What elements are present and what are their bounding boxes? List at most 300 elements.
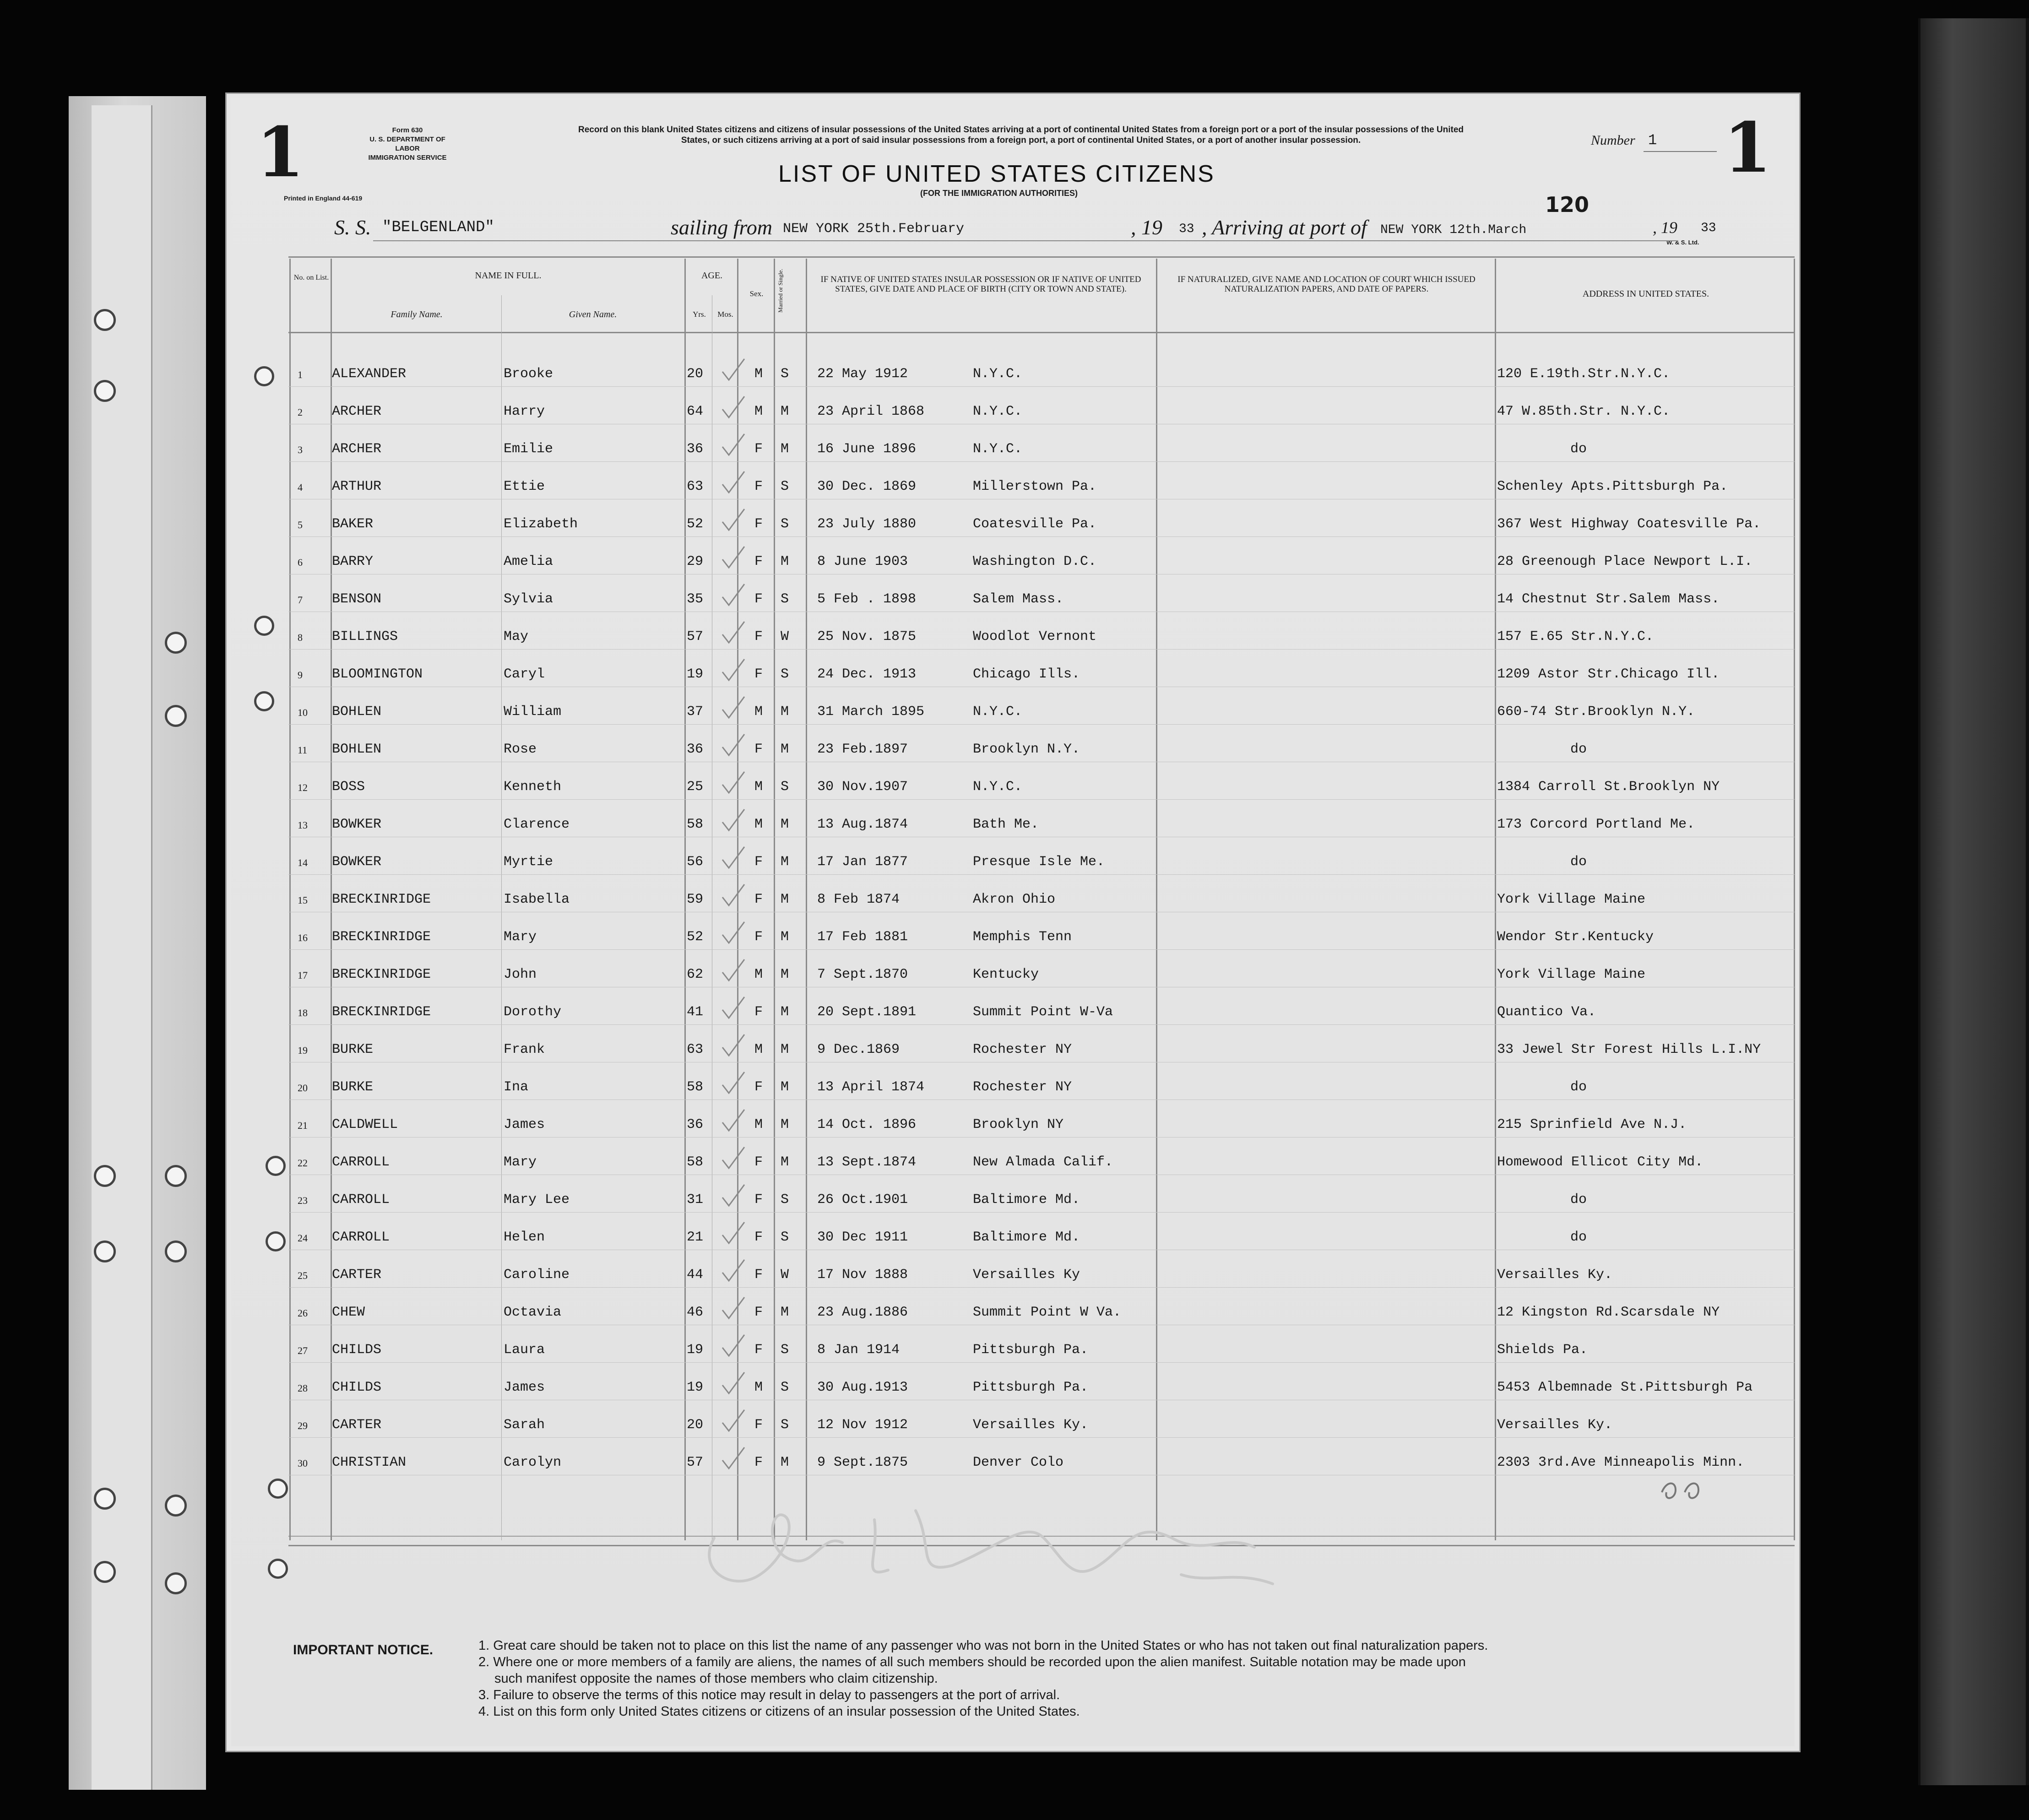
row-number: 4 — [298, 482, 303, 493]
family-name: CHRISTIAN — [332, 1455, 407, 1470]
row-number: 14 — [298, 857, 308, 868]
punch-hole — [94, 1561, 116, 1583]
birth-place: Bath Me. — [973, 817, 1039, 832]
age-years: 57 — [687, 1455, 704, 1470]
sex: F — [754, 1230, 763, 1245]
sex: F — [754, 742, 763, 757]
us-address: do — [1570, 854, 1587, 870]
age-years: 44 — [687, 1267, 704, 1283]
col-header-mos: Mos. — [717, 310, 733, 319]
birth-date: 5 Feb . 1898 — [817, 591, 917, 607]
birth-place: Brooklyn NY — [973, 1117, 1064, 1132]
birth-place: Millerstown Pa. — [973, 479, 1097, 494]
marital-status: S — [781, 1342, 789, 1358]
punch-hole — [94, 380, 116, 402]
birth-place: Presque Isle Me. — [973, 854, 1105, 870]
sex: M — [754, 404, 763, 419]
family-name: BOWKER — [332, 817, 382, 832]
row-number: 30 — [298, 1457, 308, 1469]
marital-status: M — [781, 742, 789, 757]
sex: M — [754, 1117, 763, 1132]
sex: M — [754, 817, 763, 832]
row-number: 8 — [298, 632, 303, 643]
sex: M — [754, 366, 763, 382]
birth-place: N.Y.C. — [973, 366, 1023, 382]
us-address: do — [1570, 1230, 1587, 1245]
notice-item-3: 3. Failure to observe the terms of this notice may result in delay to passengers at the port of arrival. — [478, 1688, 1060, 1702]
sailing-label: sailing from — [671, 216, 772, 239]
birth-date: 8 Jan 1914 — [817, 1342, 900, 1358]
family-name: CHEW — [332, 1305, 365, 1320]
given-name: James — [504, 1117, 545, 1132]
col-header-family: Family Name. — [391, 309, 443, 320]
family-name: BENSON — [332, 591, 382, 607]
arriving-label: , Arriving at port of — [1202, 216, 1367, 239]
marital-status: M — [781, 1305, 789, 1320]
us-address: Homewood Ellicot City Md. — [1497, 1154, 1703, 1170]
check-mark-icon — [719, 1108, 746, 1135]
page-subtitle: (FOR THE IMMIGRATION AUTHORITIES) — [920, 189, 1078, 198]
birth-date: 9 Sept.1875 — [817, 1455, 908, 1470]
age-years: 63 — [687, 1042, 704, 1057]
birth-place: Rochester NY — [973, 1079, 1072, 1095]
check-mark-icon — [719, 1370, 746, 1398]
birth-date: 8 Feb 1874 — [817, 892, 900, 907]
row-number: 10 — [298, 707, 308, 718]
punch-hole — [94, 1165, 116, 1187]
row-number: 18 — [298, 1007, 308, 1018]
family-name: BURKE — [332, 1042, 374, 1057]
sex: F — [754, 1267, 763, 1283]
punch-hole — [254, 616, 274, 636]
given-name: John — [504, 967, 537, 982]
age-years: 19 — [687, 1380, 704, 1395]
family-name: BRECKINRIDGE — [332, 892, 431, 907]
row-number: 9 — [298, 669, 303, 681]
given-name: Brooke — [504, 366, 553, 382]
col-header-birth: IF NATIVE OF UNITED STATES INSULAR POSSESSION OR IF NATIVE OF UNITED STATES, GIVE DATE AND PLACE OF BIRTH (CITY OR TOWN AND STATE). — [820, 275, 1141, 294]
row-rule — [288, 1024, 1795, 1025]
col-line — [684, 259, 686, 1540]
family-name: BRECKINRIDGE — [332, 929, 431, 945]
birth-date: 30 Nov.1907 — [817, 779, 908, 795]
punch-hole — [94, 1488, 116, 1510]
col-line — [774, 259, 775, 1540]
punch-hole — [94, 309, 116, 331]
punch-hole — [94, 1240, 116, 1262]
given-name: Amelia — [504, 554, 553, 569]
given-name: Myrtie — [504, 854, 553, 870]
marital-status: S — [781, 1192, 789, 1208]
birth-place: Kentucky — [973, 967, 1039, 982]
row-rule — [288, 1437, 1795, 1438]
birth-date: 16 June 1896 — [817, 441, 917, 457]
notice-label: IMPORTANT NOTICE. — [293, 1642, 434, 1658]
us-address: 660-74 Str.Brooklyn N.Y. — [1497, 704, 1695, 720]
given-name: Mary — [504, 1154, 537, 1170]
row-number: 28 — [298, 1382, 308, 1394]
check-mark-icon — [719, 920, 746, 948]
check-mark-icon — [719, 883, 746, 910]
sex: F — [754, 854, 763, 870]
given-name: Dorothy — [504, 1004, 562, 1020]
punch-hole — [165, 1240, 187, 1262]
marital-status: M — [781, 817, 789, 832]
adjacent-page — [1920, 18, 2026, 1785]
sex: F — [754, 1154, 763, 1170]
row-number: 16 — [298, 932, 308, 943]
table-top-border — [288, 256, 1795, 258]
us-address: Wendor Str.Kentucky — [1497, 929, 1654, 945]
family-name: CALDWELL — [332, 1117, 398, 1132]
us-address: 5453 Albemnade St.Pittsburgh Pa — [1497, 1380, 1753, 1395]
col-line — [806, 259, 807, 1540]
check-mark-icon — [719, 357, 746, 385]
row-number: 11 — [298, 744, 308, 756]
sex: F — [754, 479, 763, 494]
check-mark-icon — [719, 507, 746, 535]
year-1: 33 — [1179, 222, 1194, 236]
sex: F — [754, 1305, 763, 1320]
age-years: 52 — [687, 516, 704, 532]
notice-item-2-cont: such manifest opposite the names of those members who claim citizenship. — [494, 1671, 938, 1686]
row-rule — [288, 874, 1795, 875]
marital-status: S — [781, 1230, 789, 1245]
given-name: James — [504, 1380, 545, 1395]
punch-hole — [165, 1165, 187, 1187]
family-name: BRECKINRIDGE — [332, 967, 431, 982]
birth-place: N.Y.C. — [973, 441, 1023, 457]
row-number: 6 — [298, 557, 303, 568]
printer-mark: W. & S. Ltd. — [1666, 239, 1699, 246]
punch-hole — [266, 1231, 286, 1251]
age-years: 56 — [687, 854, 704, 870]
marital-status: S — [781, 591, 789, 607]
age-years: 58 — [687, 817, 704, 832]
family-name: BOSS — [332, 779, 365, 795]
us-address: Shields Pa. — [1497, 1342, 1588, 1358]
ship-prefix: S. S. — [334, 216, 371, 239]
family-name: ARCHER — [332, 404, 382, 419]
birth-place: Woodlot Vernont — [973, 629, 1097, 645]
sex: F — [754, 554, 763, 569]
check-mark-icon — [719, 582, 746, 610]
us-address: 33 Jewel Str Forest Hills L.I.NY — [1497, 1042, 1761, 1057]
sex: F — [754, 1417, 763, 1433]
check-mark-icon — [719, 620, 746, 647]
age-years: 58 — [687, 1079, 704, 1095]
marital-status: M — [781, 1117, 789, 1132]
check-mark-icon — [719, 1295, 746, 1323]
birth-place: Akron Ohio — [973, 892, 1056, 907]
age-years: 58 — [687, 1154, 704, 1170]
family-name: CHILDS — [332, 1380, 382, 1395]
check-mark-icon — [719, 470, 746, 497]
row-number: 25 — [298, 1270, 308, 1281]
birth-date: 22 May 1912 — [817, 366, 908, 382]
row-rule — [288, 1362, 1795, 1363]
sex: F — [754, 516, 763, 532]
given-name: Laura — [504, 1342, 545, 1358]
row-number: 20 — [298, 1082, 308, 1094]
handwritten-mark — [1657, 1479, 1712, 1506]
us-address: 157 E.65 Str.N.Y.C. — [1497, 629, 1654, 645]
punch-hole — [165, 1572, 187, 1594]
given-name: May — [504, 629, 529, 645]
given-name: Elizabeth — [504, 516, 578, 532]
family-name: BILLINGS — [332, 629, 398, 645]
birth-date: 23 April 1868 — [817, 404, 925, 419]
birth-date: 30 Aug.1913 — [817, 1380, 908, 1395]
us-address: 2303 3rd.Ave Minneapolis Minn. — [1497, 1455, 1745, 1470]
check-mark-icon — [719, 395, 746, 422]
birth-place: Coatesville Pa. — [973, 516, 1097, 532]
family-name: BARRY — [332, 554, 374, 569]
row-number: 22 — [298, 1157, 308, 1169]
row-number: 12 — [298, 782, 308, 793]
table-header-border — [288, 332, 1795, 333]
family-name: BURKE — [332, 1079, 374, 1095]
marital-status: S — [781, 779, 789, 795]
sex: F — [754, 929, 763, 945]
us-address: 28 Greenough Place Newport L.I. — [1497, 554, 1753, 569]
row-number: 15 — [298, 894, 308, 906]
marital-status: W — [781, 1267, 789, 1283]
check-mark-icon — [719, 845, 746, 872]
us-address: 12 Kingston Rd.Scarsdale NY — [1497, 1305, 1720, 1320]
given-name: William — [504, 704, 562, 720]
row-number: 19 — [298, 1045, 308, 1056]
given-name: Sylvia — [504, 591, 553, 607]
birth-date: 23 July 1880 — [817, 516, 917, 532]
row-number: 23 — [298, 1195, 308, 1206]
col-header-yrs: Yrs. — [693, 310, 706, 319]
family-name: BAKER — [332, 516, 374, 532]
us-address: 47 W.85th.Str. N.Y.C. — [1497, 404, 1671, 419]
given-name: Kenneth — [504, 779, 562, 795]
birth-date: 23 Feb.1897 — [817, 742, 908, 757]
col-header-name: NAME IN FULL. — [475, 271, 542, 281]
year-2: 33 — [1701, 221, 1716, 235]
family-name: CARTER — [332, 1417, 382, 1433]
us-address: 1209 Astor Str.Chicago Ill. — [1497, 666, 1720, 682]
row-rule — [288, 1287, 1795, 1288]
age-years: 46 — [687, 1305, 704, 1320]
birth-date: 8 June 1903 — [817, 554, 908, 569]
check-mark-icon — [719, 432, 746, 460]
age-years: 19 — [687, 666, 704, 682]
birth-date: 17 Jan 1877 — [817, 854, 908, 870]
row-rule — [288, 949, 1795, 950]
check-mark-icon — [719, 695, 746, 722]
row-rule — [288, 1212, 1795, 1213]
birth-date: 25 Nov. 1875 — [817, 629, 917, 645]
family-name: CHILDS — [332, 1342, 382, 1358]
row-number: 27 — [298, 1345, 308, 1356]
family-name: CARROLL — [332, 1230, 390, 1245]
sex: F — [754, 1455, 763, 1470]
birth-date: 13 Sept.1874 — [817, 1154, 917, 1170]
notice-item-1: 1. Great care should be taken not to place on this list the name of any passenger who was not born in the United States or who has not taken out final naturalization papers. — [478, 1638, 1488, 1653]
col-line — [501, 295, 502, 1540]
number-underline — [1644, 151, 1717, 152]
row-number: 24 — [298, 1232, 308, 1244]
birth-place: Denver Colo — [973, 1455, 1064, 1470]
number-value: 1 — [1648, 132, 1657, 149]
row-number: 26 — [298, 1307, 308, 1319]
birth-date: 17 Feb 1881 — [817, 929, 908, 945]
birth-date: 20 Sept.1891 — [817, 1004, 917, 1020]
us-address: Versailles Ky. — [1497, 1417, 1613, 1433]
birth-place: Memphis Tenn — [973, 929, 1072, 945]
punch-hole — [254, 691, 274, 711]
page-mark-right: 1 — [1724, 108, 1772, 188]
header-underline — [373, 240, 1678, 241]
age-years: 21 — [687, 1230, 704, 1245]
age-years: 20 — [687, 366, 704, 382]
sex: M — [754, 967, 763, 982]
row-rule — [288, 724, 1795, 725]
sailing-value: NEW YORK 25th.February — [783, 221, 965, 237]
check-mark-icon — [719, 995, 746, 1023]
sex: F — [754, 1079, 763, 1095]
birth-place: Washington D.C. — [973, 554, 1097, 569]
year-prefix-2: , 19 — [1653, 218, 1677, 237]
given-name: Sarah — [504, 1417, 545, 1433]
given-name: Frank — [504, 1042, 545, 1057]
punch-hole — [268, 1559, 288, 1579]
us-address: do — [1570, 1079, 1587, 1095]
sex: M — [754, 1380, 763, 1395]
marital-status: M — [781, 404, 789, 419]
birth-place: Versailles Ky — [973, 1267, 1080, 1283]
col-line — [1495, 259, 1496, 1540]
marital-status: S — [781, 1380, 789, 1395]
age-years: 36 — [687, 742, 704, 757]
col-line — [1794, 259, 1795, 1540]
family-name: CARTER — [332, 1267, 382, 1283]
page-mark-left: 1 — [256, 112, 304, 193]
sex: F — [754, 1192, 763, 1208]
given-name: Caryl — [504, 666, 545, 682]
signature — [678, 1465, 1346, 1602]
birth-date: 7 Sept.1870 — [817, 967, 908, 982]
given-name: Isabella — [504, 892, 570, 907]
family-name: ALEXANDER — [332, 366, 407, 382]
punch-hole — [266, 1156, 286, 1176]
birth-place: Pittsburgh Pa. — [973, 1380, 1089, 1395]
birth-date: 13 Aug.1874 — [817, 817, 908, 832]
age-years: 57 — [687, 629, 704, 645]
us-address: Quantico Va. — [1497, 1004, 1596, 1020]
sex: M — [754, 704, 763, 720]
col-header-given: Given Name. — [569, 309, 617, 320]
row-number: 29 — [298, 1420, 308, 1431]
col-header-naturalized: IF NATURALIZED, GIVE NAME AND LOCATION OF COURT WHICH ISSUED NATURALIZATION PAPERS, AND DATE OF PAPERS. — [1177, 275, 1476, 294]
row-rule — [288, 799, 1795, 800]
family-name: BOHLEN — [332, 742, 382, 757]
family-name: BRECKINRIDGE — [332, 1004, 431, 1020]
us-address: York Village Maine — [1497, 892, 1646, 907]
birth-place: New Almada Calif. — [973, 1154, 1113, 1170]
binder-tab — [92, 105, 152, 1790]
given-name: Carolyn — [504, 1455, 562, 1470]
marital-status: S — [781, 479, 789, 494]
check-mark-icon — [719, 1145, 746, 1173]
us-address: do — [1570, 1192, 1587, 1208]
birth-place: Chicago Ills. — [973, 666, 1080, 682]
birth-place: Salem Mass. — [973, 591, 1064, 607]
given-name: Mary Lee — [504, 1192, 570, 1208]
col-header-sex: Sex. — [749, 289, 764, 298]
birth-place: Summit Point W Va. — [973, 1305, 1122, 1320]
us-address: Versailles Ky. — [1497, 1267, 1613, 1283]
marital-status: M — [781, 1455, 789, 1470]
us-address: 173 Corcord Portland Me. — [1497, 817, 1695, 832]
sex: F — [754, 629, 763, 645]
age-years: 19 — [687, 1342, 704, 1358]
marital-status: M — [781, 854, 789, 870]
col-header-no: No. on List. — [293, 274, 329, 282]
family-name: ARTHUR — [332, 479, 382, 494]
col-header-age: AGE. — [701, 271, 723, 281]
birth-place: N.Y.C. — [973, 779, 1023, 795]
marital-status: M — [781, 554, 789, 569]
col-line — [1156, 259, 1157, 1540]
row-number: 3 — [298, 444, 303, 455]
marital-status: W — [781, 629, 789, 645]
row-number: 2 — [298, 406, 303, 418]
check-mark-icon — [719, 1408, 746, 1435]
birth-place: Pittsburgh Pa. — [973, 1342, 1089, 1358]
number-label: Number — [1591, 133, 1635, 148]
birth-date: 9 Dec.1869 — [817, 1042, 900, 1057]
family-name: BOWKER — [332, 854, 382, 870]
check-mark-icon — [719, 1070, 746, 1098]
sex: F — [754, 666, 763, 682]
us-address: Schenley Apts.Pittsburgh Pa. — [1497, 479, 1728, 494]
marital-status: M — [781, 1079, 789, 1095]
check-mark-icon — [719, 1033, 746, 1060]
marital-status: M — [781, 704, 789, 720]
sex: F — [754, 591, 763, 607]
us-address: 215 Sprinfield Ave N.J. — [1497, 1117, 1687, 1132]
birth-place: Versailles Ky. — [973, 1417, 1089, 1433]
given-name: Clarence — [504, 817, 570, 832]
family-name: ARCHER — [332, 441, 382, 457]
birth-date: 17 Nov 1888 — [817, 1267, 908, 1283]
given-name: Harry — [504, 404, 545, 419]
marital-status: M — [781, 967, 789, 982]
family-name: CARROLL — [332, 1154, 390, 1170]
age-years: 31 — [687, 1192, 704, 1208]
us-address: do — [1570, 441, 1587, 457]
check-mark-icon — [719, 1258, 746, 1285]
birth-date: 12 Nov 1912 — [817, 1417, 908, 1433]
family-name: CARROLL — [332, 1192, 390, 1208]
birth-place: Baltimore Md. — [973, 1230, 1080, 1245]
age-years: 37 — [687, 704, 704, 720]
given-name: Ina — [504, 1079, 529, 1095]
us-address: 367 West Highway Coatesville Pa. — [1497, 516, 1761, 532]
sex: F — [754, 441, 763, 457]
age-years: 29 — [687, 554, 704, 569]
given-name: Mary — [504, 929, 537, 945]
row-number: 17 — [298, 970, 308, 981]
us-address: 1384 Carroll St.Brooklyn NY — [1497, 779, 1720, 795]
birth-place: Baltimore Md. — [973, 1192, 1080, 1208]
check-mark-icon — [719, 545, 746, 572]
